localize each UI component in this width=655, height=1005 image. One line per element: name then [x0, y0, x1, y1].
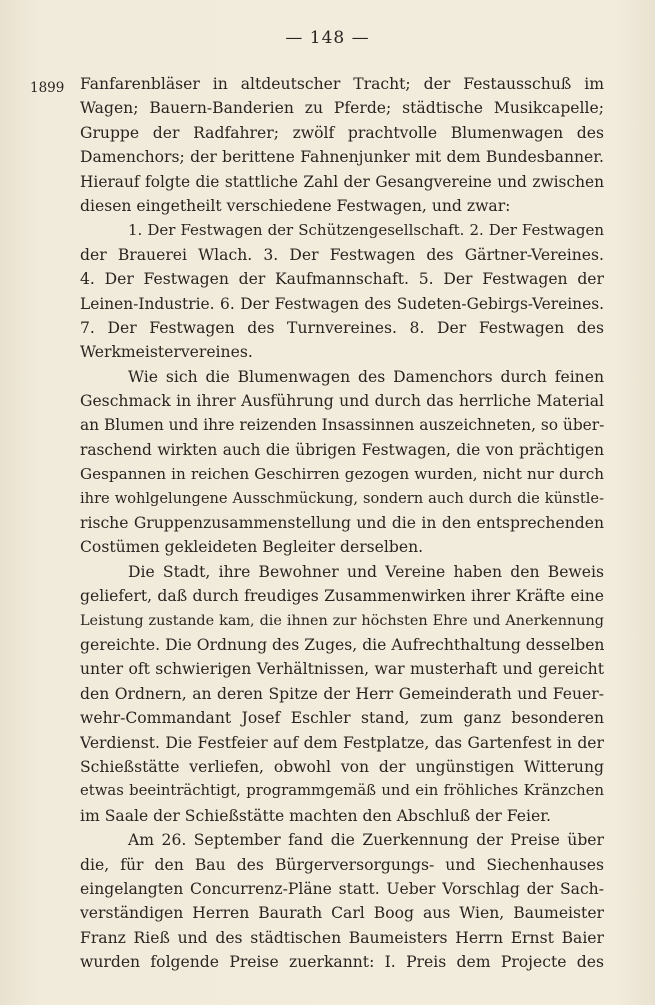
body-text [80, 72, 604, 974]
text-line: Leinen-Industrie. 6. Der Festwagen des Sudeten-Gebirgs-Vereines. [80, 294, 604, 313]
text-line: geliefert, daß durch freudiges Zusammenwirken ihrer Kräfte eine [80, 587, 604, 606]
text-line: Am 26. September fand die Zuerkennung der Preise über [128, 831, 604, 850]
text-line: Verdienst. Die Festfeier auf dem Festplatze, das Gartenfest in der [80, 733, 604, 752]
text-line: im Saale der Schießstätte machten den Abschluß der Feier. [80, 806, 551, 825]
text-line: etwas beeinträchtigt, programmgemäß und ein fröhliches Kränzchen [80, 782, 604, 800]
text-line: Costümen gekleideten Begleiter derselben. [80, 538, 424, 557]
text-line: 1. Der Festwagen der Schützengesellschaft. 2. Der Festwagen [128, 221, 604, 240]
text-line: raschend wirkten auch die übrigen Festwagen, die von prächtigen [80, 440, 604, 459]
text-line: der Brauerei Wlach. 3. Der Festwagen des Gärtner-Vereines. [80, 245, 604, 264]
text-line: eingelangten Concurrenz-Pläne statt. Ueber Vorschlag der Sach- [80, 879, 604, 898]
text-line: verständigen Herren Baurath Carl Boog aus Wien, Baumeister [80, 904, 604, 923]
text-line: Franz Rieß und des städtischen Baumeisters Herrn Ernst Baier [80, 928, 604, 947]
text-line: den Ordnern, an deren Spitze der Herr Gemeinderath und Feuer- [80, 684, 604, 703]
text-line: Geschmack in ihrer Ausführung und durch das herrliche Material [80, 392, 604, 411]
text-line: diesen eingetheilt verschiedene Festwagen, und zwar: [80, 196, 511, 215]
margin-year: 1899 [30, 80, 65, 96]
text-line: 7. Der Festwagen des Turnvereines. 8. Der Festwagen des [80, 318, 604, 337]
text-line: ihre wohlgelungene Ausschmückung, sondern auch durch die künstle- [80, 489, 604, 507]
text-line: Damenchors; der berittene Fahnenjunker mit dem Bundesbanner. [80, 148, 604, 167]
text-line: Schießstätte verliefen, obwohl von der ungünstigen Witterung [80, 757, 604, 776]
text-line: die, für den Bau des Bürgerversorgungs- und Siechenhauses [80, 855, 604, 874]
text-line: Leistung zustande kam, die ihnen zur höchsten Ehre und Anerkennung [80, 612, 604, 629]
page-number: — 148 — [285, 28, 370, 48]
text-line: Wie sich die Blumenwagen des Damenchors durch feinen [128, 367, 604, 386]
text-line: Werkmeistervereines. [80, 343, 253, 362]
text-line: Fanfarenbläser in altdeutscher Tracht; der Festausschuß im [80, 75, 604, 93]
text-line: rische Gruppenzusammenstellung und die in den entsprechenden [80, 514, 604, 533]
text-line: Gespannen in reichen Geschirren gezogen wurden, nicht nur durch [80, 465, 604, 484]
text-line: wurden folgende Preise zuerkannt: I. Preis dem Projecte des [80, 953, 604, 972]
text-line: Hierauf folgte die stattliche Zahl der Gesangvereine und zwischen [80, 172, 604, 191]
text-line: unter oft schwierigen Verhältnissen, war musterhaft und gereicht [80, 660, 604, 679]
text-line: an Blumen und ihre reizenden Insassinnen auszeichneten, so über- [80, 416, 604, 435]
text-line: gereichte. Die Ordnung des Zuges, die Aufrechthaltung desselben [80, 635, 604, 654]
text-line: Gruppe der Radfahrer; zwölf prachtvolle Blumenwagen des [80, 123, 604, 142]
text-line: Wagen; Bauern-Banderien zu Pferde; städtische Musikcapelle; [80, 99, 604, 118]
text-line: Die Stadt, ihre Bewohner und Vereine haben den Beweis [128, 562, 604, 581]
text-line: wehr-Commandant Josef Eschler stand, zum ganz besonderen [80, 709, 604, 728]
text-line: 4. Der Festwagen der Kaufmannschaft. 5. Der Festwagen der [80, 270, 604, 289]
